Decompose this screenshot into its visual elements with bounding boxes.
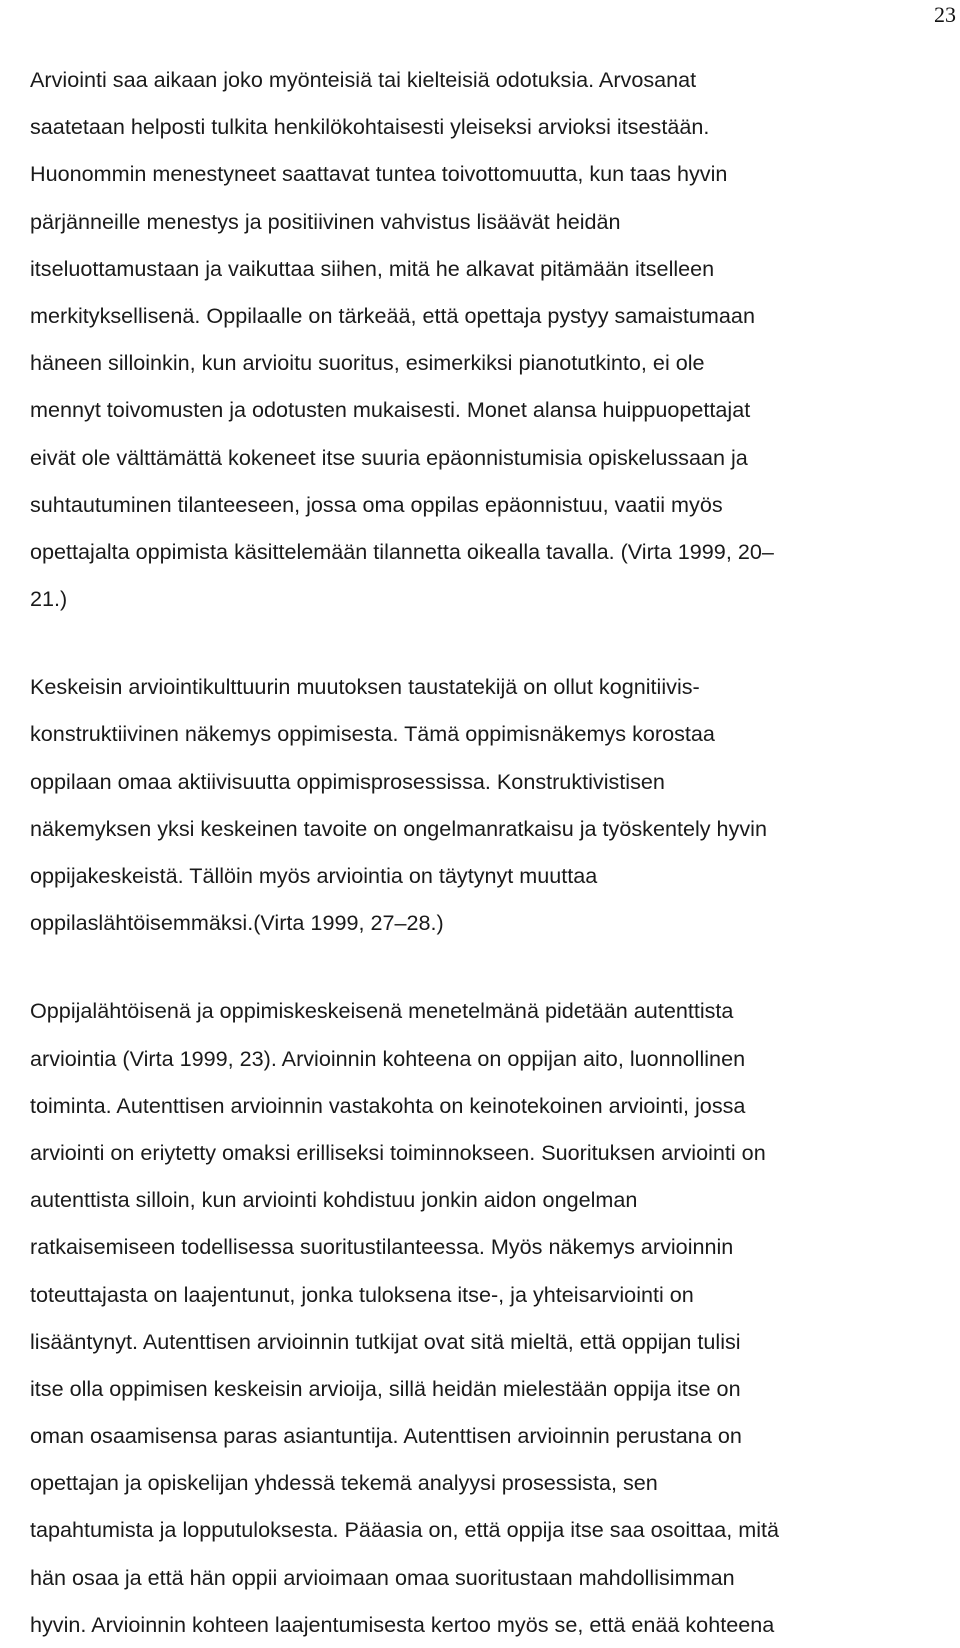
text-line: itseluottamustaan ja vaikuttaa siihen, mitä he alkavat pitämään itselleen — [30, 255, 715, 281]
text-line: Keskeisin arviointikulttuurin muutoksen taustatekijä on ollut kognitiivis- — [30, 674, 700, 700]
document-body — [30, 56, 935, 1648]
text-line: autenttista silloin, kun arviointi kohdistuu jonkin aidon ongelman — [30, 1187, 638, 1213]
text-line: oppilaslähtöisemmäksi.(Virta 1999, 27–28.) — [30, 910, 444, 936]
text-line: itse olla oppimisen keskeisin arvioija, sillä heidän mielestään oppija itse on — [30, 1375, 741, 1401]
paragraph-evaluation-expectations — [30, 56, 935, 622]
text-line: tapahtumista ja lopputuloksesta. Pääasia on, että oppija itse saa osoittaa, mitä — [30, 1517, 780, 1543]
text-line: Arviointi saa aikaan joko myönteisiä tai kielteisiä odotuksia. Arvosanat — [30, 67, 697, 92]
text-line: Huonommin menestyneet saattavat tuntea toivottomuutta, kun taas hyvin — [30, 161, 728, 187]
text-line: hän osaa ja että hän oppii arvioimaan omaa suoritustaan mahdollisimman — [30, 1564, 735, 1590]
text-line: oman osaamisensa paras asiantuntija. Autenttisen arvioinnin perustana on — [30, 1423, 742, 1449]
text-line: opettajan ja opiskelijan yhdessä tekemä analyysi prosessista, sen — [30, 1470, 658, 1496]
text-line: hyvin. Arvioinnin kohteen laajentumisesta kertoo myös se, että enää kohteena — [30, 1611, 775, 1637]
paragraph-constructivist-view — [30, 663, 935, 946]
text-line: arviointia (Virta 1999, 23). Arvioinnin kohteena on oppijan aito, luonnollinen — [30, 1045, 746, 1071]
text-line: arviointi on eriytetty omaksi erilliseksi toiminnokseen. Suorituksen arviointi on — [30, 1139, 766, 1165]
text-line: toiminta. Autenttisen arvioinnin vastakohta on keinotekoinen arviointi, jossa — [30, 1092, 746, 1118]
text-line: 21.) — [30, 586, 68, 612]
text-line: pärjänneille menestys ja positiivinen vahvistus lisäävät heidän — [30, 208, 621, 234]
paragraph-authentic-assessment — [30, 987, 935, 1648]
text-line: saatetaan helposti tulkita henkilökohtaisesti yleiseksi arvioksi itsestään. — [30, 114, 710, 140]
text-line: ratkaisemiseen todellisessa suoritustilanteessa. Myös näkemys arvioinnin — [30, 1234, 734, 1260]
text-line: merkityksellisenä. Oppilaalle on tärkeää, että opettaja pystyy samaistumaan — [30, 302, 755, 328]
text-line: suhtautuminen tilanteeseen, jossa oma oppilas epäonnistuu, vaatii myös — [30, 491, 723, 517]
text-line: näkemyksen yksi keskeinen tavoite on ongelmanratkaisu ja työskentely hyvin — [30, 815, 767, 841]
paragraph-spacer — [30, 622, 935, 663]
text-line: mennyt toivomusten ja odotusten mukaisesti. Monet alansa huippuopettajat — [30, 397, 751, 423]
text-line: konstruktiivinen näkemys oppimisesta. Tämä oppimisnäkemys korostaa — [30, 721, 715, 747]
text-line: häneen silloinkin, kun arvioitu suoritus, esimerkiksi pianotutkinto, ei ole — [30, 350, 705, 376]
text-line: oppilaan omaa aktiivisuutta oppimisprosessissa. Konstruktivistisen — [30, 768, 665, 794]
text-line: toteuttajasta on laajentunut, jonka tuloksena itse-, ja yhteisarviointi on — [30, 1281, 694, 1307]
paragraph-spacer — [30, 946, 935, 987]
text-line: opettajalta oppimista käsittelemään tilannetta oikealla tavalla. (Virta 1999, 20– — [30, 538, 774, 564]
text-line: oppijakeskeistä. Tällöin myös arviointia on täytynyt muuttaa — [30, 863, 598, 888]
text-line: lisääntynyt. Autenttisen arvioinnin tutkijat ovat sitä mieltä, että oppijan tulisi — [30, 1328, 741, 1354]
text-line: eivät ole välttämättä kokeneet itse suuria epäonnistumisia opiskelussaan ja — [30, 444, 748, 470]
text-line: Oppijalähtöisenä ja oppimiskeskeisenä menetelmänä pidetään autenttista — [30, 998, 734, 1024]
page-number: 23 — [934, 2, 956, 27]
